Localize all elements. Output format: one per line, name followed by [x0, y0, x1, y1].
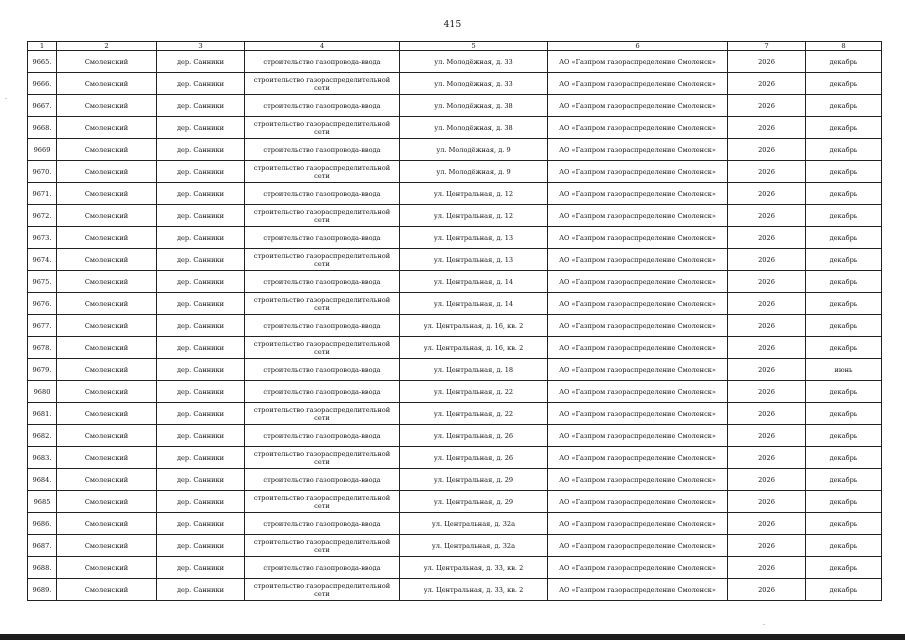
work-type-cell: строительство газопровода-ввода	[245, 51, 400, 73]
settlement-cell: дер. Санники	[157, 249, 245, 271]
year-cell: 2026	[728, 95, 806, 117]
district-cell: Смоленский	[57, 271, 157, 293]
work-type-cell: строительство газопровода-ввода	[245, 227, 400, 249]
month-cell: декабрь	[806, 513, 882, 535]
settlement-cell: дер. Санники	[157, 513, 245, 535]
address-cell: ул. Центральная, д. 18	[400, 359, 548, 381]
district-cell: Смоленский	[57, 249, 157, 271]
organization-cell: АО «Газпром газораспределение Смоленск»	[548, 337, 728, 359]
year-cell: 2026	[728, 315, 806, 337]
year-cell: 2026	[728, 183, 806, 205]
organization-cell: АО «Газпром газораспределение Смоленск»	[548, 95, 728, 117]
work-type-cell: строительство газораспределительной сети	[245, 403, 400, 425]
table-header	[28, 42, 882, 51]
district-cell: Смоленский	[57, 425, 157, 447]
settlement-cell: дер. Санники	[157, 95, 245, 117]
address-cell: ул. Молодёжная, д. 9	[400, 161, 548, 183]
table-row	[28, 579, 882, 601]
row-number-cell: 9687.	[28, 535, 57, 557]
row-number-cell: 9685	[28, 491, 57, 513]
settlement-cell: дер. Санники	[157, 139, 245, 161]
month-cell: декабрь	[806, 271, 882, 293]
year-cell: 2026	[728, 117, 806, 139]
work-type-cell: строительство газораспределительной сети	[245, 491, 400, 513]
address-cell: ул. Центральная, д. 12	[400, 205, 548, 227]
district-cell: Смоленский	[57, 161, 157, 183]
district-cell: Смоленский	[57, 51, 157, 73]
work-type-cell: строительство газораспределительной сети	[245, 117, 400, 139]
settlement-cell: дер. Санники	[157, 227, 245, 249]
district-cell: Смоленский	[57, 227, 157, 249]
row-number-cell: 9673.	[28, 227, 57, 249]
district-cell: Смоленский	[57, 491, 157, 513]
year-cell: 2026	[728, 249, 806, 271]
year-cell: 2026	[728, 491, 806, 513]
year-cell: 2026	[728, 359, 806, 381]
settlement-cell: дер. Санники	[157, 403, 245, 425]
settlement-cell: дер. Санники	[157, 161, 245, 183]
organization-cell: АО «Газпром газораспределение Смоленск»	[548, 359, 728, 381]
address-cell: ул. Центральная, д. 32а	[400, 513, 548, 535]
scan-speck: ·	[5, 96, 7, 103]
table-row	[28, 161, 882, 183]
row-number-cell: 9681.	[28, 403, 57, 425]
organization-cell: АО «Газпром газораспределение Смоленск»	[548, 183, 728, 205]
year-cell: 2026	[728, 205, 806, 227]
settlement-cell: дер. Санники	[157, 557, 245, 579]
address-cell: ул. Центральная, д. 33, кв. 2	[400, 579, 548, 601]
row-number-cell: 9682.	[28, 425, 57, 447]
address-cell: ул. Центральная, д. 22	[400, 381, 548, 403]
settlement-cell: дер. Санники	[157, 205, 245, 227]
table-row	[28, 117, 882, 139]
district-cell: Смоленский	[57, 359, 157, 381]
year-cell: 2026	[728, 227, 806, 249]
row-number-cell: 9683.	[28, 447, 57, 469]
work-type-cell: строительство газораспределительной сети	[245, 73, 400, 95]
table-row	[28, 403, 882, 425]
address-cell: ул. Центральная, д. 26	[400, 425, 548, 447]
district-cell: Смоленский	[57, 117, 157, 139]
row-number-cell: 9675.	[28, 271, 57, 293]
address-cell: ул. Центральная, д. 13	[400, 249, 548, 271]
month-cell: декабрь	[806, 381, 882, 403]
row-number-cell: 9671.	[28, 183, 57, 205]
year-cell: 2026	[728, 161, 806, 183]
row-number-cell: 9668.	[28, 117, 57, 139]
table-row	[28, 359, 882, 381]
work-type-cell: строительство газораспределительной сети	[245, 447, 400, 469]
settlement-cell: дер. Санники	[157, 579, 245, 601]
table-row	[28, 293, 882, 315]
table-row	[28, 557, 882, 579]
address-cell: ул. Молодёжная, д. 33	[400, 73, 548, 95]
district-cell: Смоленский	[57, 513, 157, 535]
district-cell: Смоленский	[57, 469, 157, 491]
address-cell: ул. Центральная, д. 13	[400, 227, 548, 249]
organization-cell: АО «Газпром газораспределение Смоленск»	[548, 381, 728, 403]
year-cell: 2026	[728, 73, 806, 95]
table-row	[28, 513, 882, 535]
organization-cell: АО «Газпром газораспределение Смоленск»	[548, 469, 728, 491]
organization-cell: АО «Газпром газораспределение Смоленск»	[548, 425, 728, 447]
row-number-cell: 9667.	[28, 95, 57, 117]
work-type-cell: строительство газопровода-ввода	[245, 359, 400, 381]
district-cell: Смоленский	[57, 381, 157, 403]
month-cell: декабрь	[806, 161, 882, 183]
work-type-cell: строительство газораспределительной сети	[245, 535, 400, 557]
work-type-cell: строительство газораспределительной сети	[245, 249, 400, 271]
work-type-cell: строительство газораспределительной сети	[245, 161, 400, 183]
organization-cell: АО «Газпром газораспределение Смоленск»	[548, 51, 728, 73]
district-cell: Смоленский	[57, 579, 157, 601]
organization-cell: АО «Газпром газораспределение Смоленск»	[548, 271, 728, 293]
table-row	[28, 95, 882, 117]
month-cell: декабрь	[806, 95, 882, 117]
district-cell: Смоленский	[57, 293, 157, 315]
row-number-cell: 9666.	[28, 73, 57, 95]
address-cell: ул. Молодёжная, д. 9	[400, 139, 548, 161]
table-row	[28, 183, 882, 205]
organization-cell: АО «Газпром газораспределение Смоленск»	[548, 161, 728, 183]
row-number-cell: 9674.	[28, 249, 57, 271]
district-cell: Смоленский	[57, 205, 157, 227]
month-cell: декабрь	[806, 139, 882, 161]
row-number-cell: 9679.	[28, 359, 57, 381]
year-cell: 2026	[728, 535, 806, 557]
work-type-cell: строительство газораспределительной сети	[245, 579, 400, 601]
work-type-cell: строительство газопровода-ввода	[245, 271, 400, 293]
settlement-cell: дер. Санники	[157, 337, 245, 359]
address-cell: ул. Центральная, д. 16, кв. 2	[400, 337, 548, 359]
year-cell: 2026	[728, 579, 806, 601]
settlement-cell: дер. Санники	[157, 51, 245, 73]
organization-cell: АО «Газпром газораспределение Смоленск»	[548, 447, 728, 469]
table-row	[28, 205, 882, 227]
settlement-cell: дер. Санники	[157, 183, 245, 205]
column-header: 7	[728, 42, 806, 51]
month-cell: декабрь	[806, 403, 882, 425]
organization-cell: АО «Газпром газораспределение Смоленск»	[548, 139, 728, 161]
month-cell: декабрь	[806, 469, 882, 491]
work-type-cell: строительство газораспределительной сети	[245, 337, 400, 359]
scan-edge	[0, 634, 905, 640]
settlement-cell: дер. Санники	[157, 271, 245, 293]
district-cell: Смоленский	[57, 95, 157, 117]
work-type-cell: строительство газопровода-ввода	[245, 557, 400, 579]
year-cell: 2026	[728, 557, 806, 579]
work-type-cell: строительство газопровода-ввода	[245, 315, 400, 337]
address-cell: ул. Молодёжная, д. 33	[400, 51, 548, 73]
year-cell: 2026	[728, 139, 806, 161]
work-type-cell: строительство газораспределительной сети	[245, 293, 400, 315]
row-number-cell: 9670.	[28, 161, 57, 183]
organization-cell: АО «Газпром газораспределение Смоленск»	[548, 403, 728, 425]
address-cell: ул. Центральная, д. 32а	[400, 535, 548, 557]
year-cell: 2026	[728, 293, 806, 315]
month-cell: декабрь	[806, 337, 882, 359]
work-type-cell: строительство газопровода-ввода	[245, 95, 400, 117]
page-number: 415	[443, 20, 462, 30]
work-type-cell: строительство газопровода-ввода	[245, 139, 400, 161]
month-cell: декабрь	[806, 183, 882, 205]
district-cell: Смоленский	[57, 535, 157, 557]
table-row	[28, 249, 882, 271]
month-cell: декабрь	[806, 205, 882, 227]
row-number-cell: 9684.	[28, 469, 57, 491]
table-row	[28, 447, 882, 469]
organization-cell: АО «Газпром газораспределение Смоленск»	[548, 315, 728, 337]
table-row	[28, 227, 882, 249]
settlement-cell: дер. Санники	[157, 381, 245, 403]
address-cell: ул. Центральная, д. 33, кв. 2	[400, 557, 548, 579]
year-cell: 2026	[728, 51, 806, 73]
organization-cell: АО «Газпром газораспределение Смоленск»	[548, 535, 728, 557]
settlement-cell: дер. Санники	[157, 469, 245, 491]
organization-cell: АО «Газпром газораспределение Смоленск»	[548, 205, 728, 227]
row-number-cell: 9686.	[28, 513, 57, 535]
month-cell: декабрь	[806, 117, 882, 139]
year-cell: 2026	[728, 381, 806, 403]
year-cell: 2026	[728, 271, 806, 293]
table-row	[28, 315, 882, 337]
organization-cell: АО «Газпром газораспределение Смоленск»	[548, 513, 728, 535]
row-number-cell: 9678.	[28, 337, 57, 359]
column-header: 5	[400, 42, 548, 51]
column-header: 2	[57, 42, 157, 51]
address-cell: ул. Молодёжная, д. 38	[400, 117, 548, 139]
month-cell: июнь	[806, 359, 882, 381]
table-row	[28, 469, 882, 491]
address-cell: ул. Центральная, д. 14	[400, 271, 548, 293]
address-cell: ул. Центральная, д. 26	[400, 447, 548, 469]
organization-cell: АО «Газпром газораспределение Смоленск»	[548, 579, 728, 601]
work-type-cell: строительство газопровода-ввода	[245, 469, 400, 491]
address-cell: ул. Центральная, д. 14	[400, 293, 548, 315]
table-row	[28, 425, 882, 447]
month-cell: декабрь	[806, 425, 882, 447]
settlement-cell: дер. Санники	[157, 117, 245, 139]
row-number-cell: 9665.	[28, 51, 57, 73]
year-cell: 2026	[728, 513, 806, 535]
column-header: 1	[28, 42, 57, 51]
address-cell: ул. Центральная, д. 16, кв. 2	[400, 315, 548, 337]
table-row	[28, 51, 882, 73]
organization-cell: АО «Газпром газораспределение Смоленск»	[548, 491, 728, 513]
year-cell: 2026	[728, 469, 806, 491]
month-cell: декабрь	[806, 227, 882, 249]
organization-cell: АО «Газпром газораспределение Смоленск»	[548, 557, 728, 579]
address-cell: ул. Центральная, д. 29	[400, 491, 548, 513]
work-type-cell: строительство газопровода-ввода	[245, 513, 400, 535]
row-number-cell: 9689.	[28, 579, 57, 601]
scan-speck: ·	[763, 622, 765, 629]
register-table	[27, 41, 882, 601]
district-cell: Смоленский	[57, 183, 157, 205]
organization-cell: АО «Газпром газораспределение Смоленск»	[548, 73, 728, 95]
work-type-cell: строительство газопровода-ввода	[245, 425, 400, 447]
table-row	[28, 337, 882, 359]
year-cell: 2026	[728, 425, 806, 447]
district-cell: Смоленский	[57, 73, 157, 95]
district-cell: Смоленский	[57, 315, 157, 337]
month-cell: декабрь	[806, 293, 882, 315]
month-cell: декабрь	[806, 315, 882, 337]
month-cell: декабрь	[806, 249, 882, 271]
address-cell: ул. Молодёжная, д. 38	[400, 95, 548, 117]
address-cell: ул. Центральная, д. 22	[400, 403, 548, 425]
year-cell: 2026	[728, 447, 806, 469]
year-cell: 2026	[728, 337, 806, 359]
column-header: 8	[806, 42, 882, 51]
column-header: 3	[157, 42, 245, 51]
month-cell: декабрь	[806, 73, 882, 95]
month-cell: декабрь	[806, 447, 882, 469]
row-number-cell: 9669	[28, 139, 57, 161]
work-type-cell: строительство газопровода-ввода	[245, 183, 400, 205]
settlement-cell: дер. Санники	[157, 293, 245, 315]
row-number-cell: 9672.	[28, 205, 57, 227]
organization-cell: АО «Газпром газораспределение Смоленск»	[548, 227, 728, 249]
month-cell: декабрь	[806, 491, 882, 513]
table-row	[28, 139, 882, 161]
row-number-cell: 9688.	[28, 557, 57, 579]
address-cell: ул. Центральная, д. 12	[400, 183, 548, 205]
table-body	[28, 51, 882, 601]
district-cell: Смоленский	[57, 139, 157, 161]
work-type-cell: строительство газораспределительной сети	[245, 205, 400, 227]
settlement-cell: дер. Санники	[157, 73, 245, 95]
row-number-cell: 9680	[28, 381, 57, 403]
address-cell: ул. Центральная, д. 29	[400, 469, 548, 491]
settlement-cell: дер. Санники	[157, 315, 245, 337]
row-number-cell: 9677.	[28, 315, 57, 337]
work-type-cell: строительство газопровода-ввода	[245, 381, 400, 403]
settlement-cell: дер. Санники	[157, 359, 245, 381]
table-row	[28, 381, 882, 403]
organization-cell: АО «Газпром газораспределение Смоленск»	[548, 249, 728, 271]
header-row	[28, 42, 882, 51]
organization-cell: АО «Газпром газораспределение Смоленск»	[548, 117, 728, 139]
month-cell: декабрь	[806, 557, 882, 579]
column-header: 6	[548, 42, 728, 51]
settlement-cell: дер. Санники	[157, 535, 245, 557]
settlement-cell: дер. Санники	[157, 447, 245, 469]
settlement-cell: дер. Санники	[157, 491, 245, 513]
row-number-cell: 9676.	[28, 293, 57, 315]
column-header: 4	[245, 42, 400, 51]
district-cell: Смоленский	[57, 403, 157, 425]
table-row	[28, 535, 882, 557]
district-cell: Смоленский	[57, 337, 157, 359]
month-cell: декабрь	[806, 51, 882, 73]
table-row	[28, 73, 882, 95]
year-cell: 2026	[728, 403, 806, 425]
month-cell: декабрь	[806, 535, 882, 557]
month-cell: декабрь	[806, 579, 882, 601]
table-row	[28, 271, 882, 293]
settlement-cell: дер. Санники	[157, 425, 245, 447]
district-cell: Смоленский	[57, 557, 157, 579]
district-cell: Смоленский	[57, 447, 157, 469]
organization-cell: АО «Газпром газораспределение Смоленск»	[548, 293, 728, 315]
table-row	[28, 491, 882, 513]
